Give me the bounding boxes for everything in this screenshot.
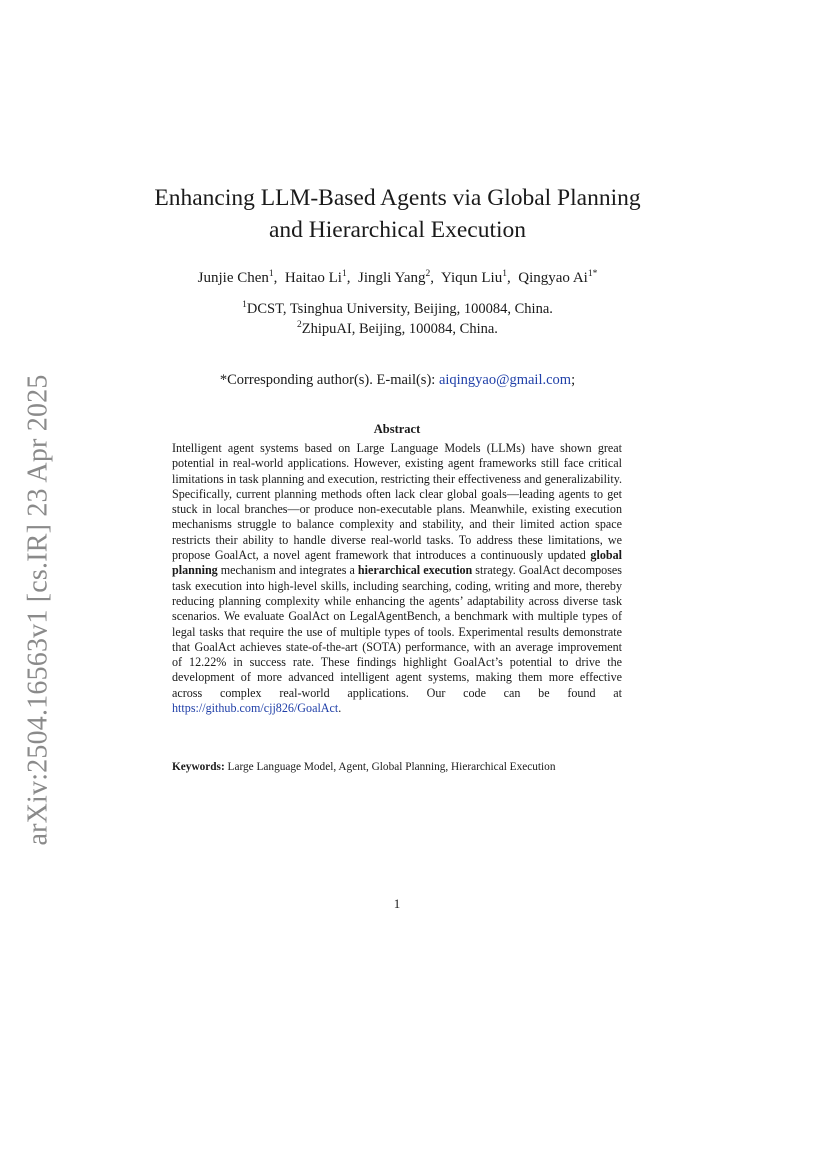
keywords-label: Keywords: — [172, 761, 225, 773]
affiliation-text: DCST, Tsinghua University, Beijing, 100084, China. — [246, 301, 553, 317]
author-affiliation-mark: 1* — [587, 269, 598, 279]
abstract-heading: Abstract — [373, 422, 421, 436]
abstract-bold-term: global planning — [172, 548, 622, 578]
abstract-bold-term: hierarchical execution — [357, 563, 473, 578]
abstract-text: strategy. GoalAct decomposes task execution into high-level skills, including searching, coding, writing and more, thereby reducing planning complexity while enhancing the agents’ adaptability across diverse task scenarios. We evaluate GoalAct on LegalAgentBench, a benchmark with multiple types of legal tasks that require the use of multiple types of tools. Experimental results demonstrate that GoalAct achieves state-of-the-art (SOTA) performance, with an average improvement of 12.22% in success rate. These findings highlight GoalAct’s potential to drive the development of more advanced intelligent agent systems, making them more effective across complex real-world applications. Our code can be found at — [172, 563, 623, 700]
affiliation — [150, 319, 645, 339]
affiliation-list — [150, 299, 645, 339]
author-affiliation-mark: 1 — [502, 269, 507, 279]
arxiv-identifier-text: arXiv:2504.16563v1 [cs.IR] 23 Apr 2025 — [23, 374, 55, 846]
author-name: Junjie Chen — [197, 270, 269, 286]
author-affiliation-mark: 1 — [341, 269, 347, 279]
author-name: Yiqun Liu — [440, 270, 503, 286]
author-name: Qingyao Ai — [518, 270, 588, 286]
affiliation — [150, 299, 645, 319]
keywords-line — [172, 760, 622, 774]
email-link[interactable]: aiqingyao@gmail.com — [438, 372, 572, 388]
affiliation-mark: 2 — [297, 320, 302, 331]
abstract-text: mechanism and integrates a — [217, 563, 358, 578]
abstract-text: Intelligent agent systems based on Large Language Models (LLMs) have shown great potential in real-world applications. However, existing agent frameworks still face critical limitations in task planning and execution, restricting their effectiveness and generalizability. Specifically, current planning methods often lack clear global goals—leading agents to get stuck in local branches—or produce non-executable plans. Meanwhile, existing execution mechanisms struggle to balance complexity and stability, and their limited action space restricts their ability to handle diverse real-world tasks. To address these limitations, we propose GoalAct, a novel agent framework that introduces a continuously updated — [172, 441, 622, 563]
page-number: 1 — [393, 896, 401, 911]
paper-title: Enhancing LLM-Based Agents via Global Planning and Hierarchical Execution — [154, 185, 641, 243]
arxiv-identifier-stamp — [16, 375, 62, 845]
affiliation-text: ZhipuAI, Beijing, 100084, China. — [301, 321, 498, 337]
code-repository-link[interactable]: https://github.com/cjj826/GoalAct — [172, 701, 339, 716]
corresponding-author-line — [150, 370, 645, 390]
abstract-text: . — [338, 701, 342, 716]
author-name: Jingli Yang — [357, 270, 426, 286]
author-affiliation-mark: 2 — [425, 269, 431, 279]
keywords-text: Large Language Model, Agent, Global Planning, Hierarchical Execution — [224, 761, 556, 773]
author-affiliation-mark: 1 — [268, 269, 274, 279]
corresponding-prefix: *Corresponding author(s). E-mail(s): — [219, 372, 439, 388]
abstract-body — [172, 441, 622, 716]
affiliation-mark: 1 — [242, 300, 247, 311]
author-list: Junjie Chen$^1$, Haitao Li$^1$, Jingli Yang$^2$, Yiqun Liu$^1$, Qingyao $Ai^{1*}$ — [197, 269, 598, 286]
corresponding-suffix: ; — [571, 372, 576, 388]
author-name: Haitao Li — [284, 270, 342, 286]
